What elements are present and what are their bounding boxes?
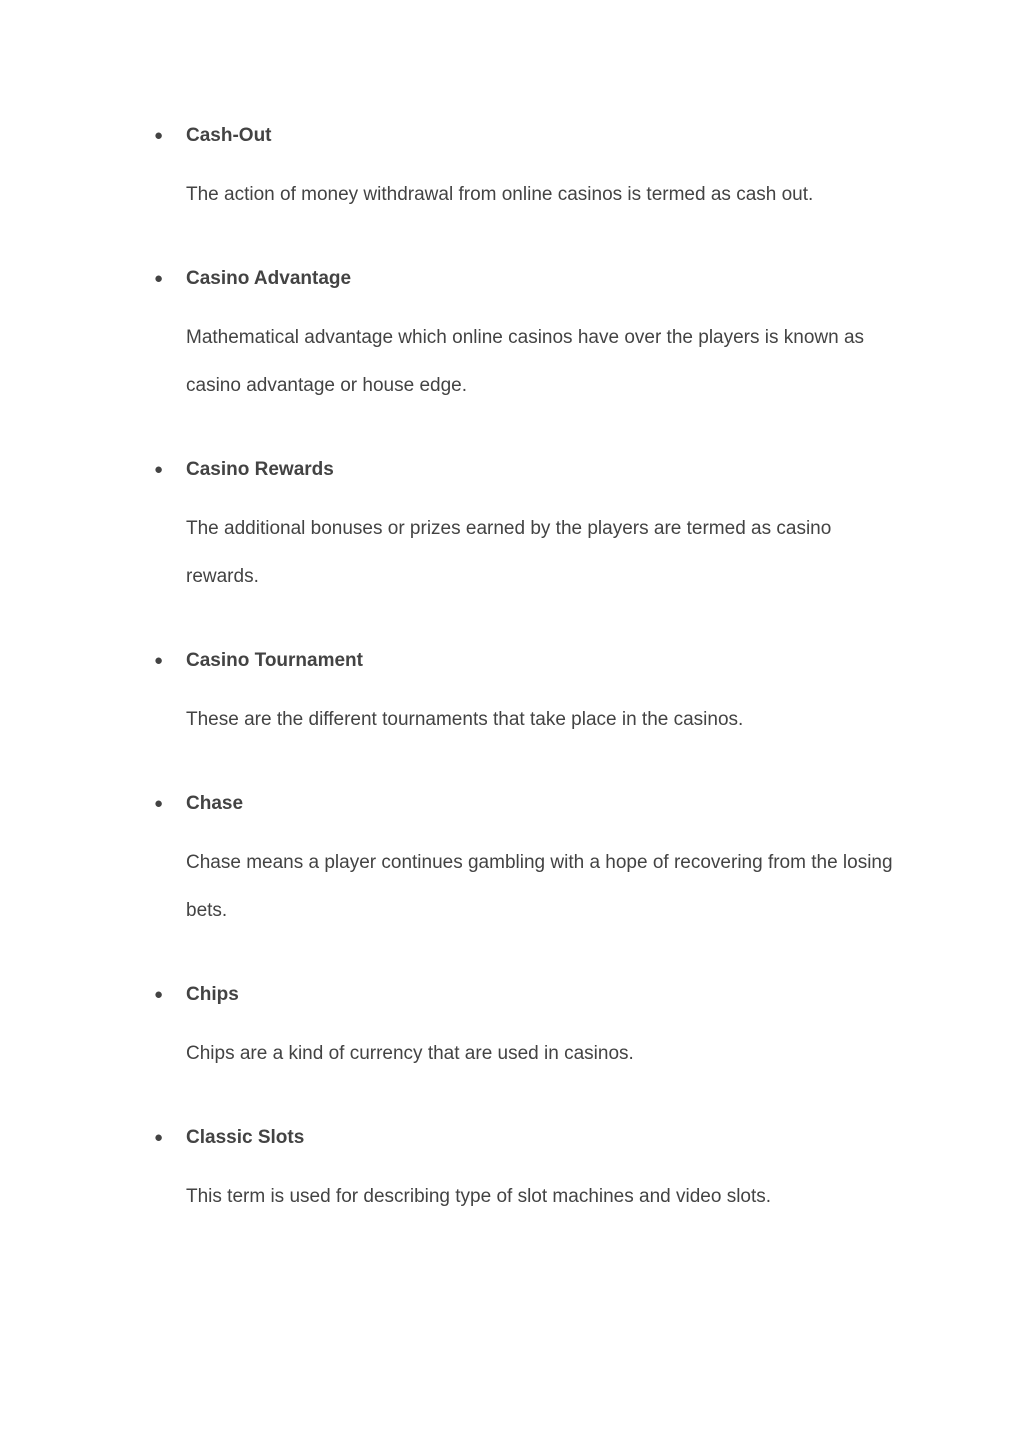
bullet-icon: ●: [154, 986, 164, 1003]
bullet-icon: ●: [154, 1129, 164, 1146]
term-definition: The action of money withdrawal from online casinos is termed as cash out.: [186, 184, 814, 205]
term-heading: Chase: [186, 793, 244, 814]
bullet-icon: ●: [154, 652, 164, 669]
glossary-entry-classic-slots: [150, 1125, 910, 1221]
bullet-icon: ●: [154, 795, 164, 812]
term-heading: Cash-Out: [186, 125, 272, 146]
glossary-entry-casino-rewards: [150, 457, 910, 601]
term-heading: Casino Tournament: [186, 650, 363, 671]
term-heading: Classic Slots: [186, 1127, 305, 1148]
glossary-entry-chips: [150, 982, 910, 1078]
term-heading: Chips: [186, 984, 239, 1005]
term-definition: These are the different tournaments that take place in the casinos.: [186, 709, 744, 730]
bullet-icon: ●: [154, 127, 164, 144]
bullet-icon: ●: [154, 270, 164, 287]
glossary-entry-cash-out: [150, 123, 910, 219]
term-definition: Mathematical advantage which online casinos have over the players is known as casino advantage or house edge.: [186, 327, 865, 396]
term-definition: Chips are a kind of currency that are used in casinos.: [186, 1043, 634, 1064]
glossary-entry-casino-advantage: [150, 266, 910, 410]
term-heading: Casino Advantage: [186, 268, 352, 289]
term-heading: Casino Rewards: [186, 459, 334, 480]
term-definition: The additional bonuses or prizes earned by the players are termed as casino rewards.: [186, 518, 832, 587]
term-definition: This term is used for describing type of slot machines and video slots.: [186, 1186, 772, 1207]
glossary-entry-casino-tournament: [150, 648, 910, 744]
bullet-icon: ●: [154, 461, 164, 478]
glossary-entry-chase: [150, 791, 910, 935]
term-definition: Chase means a player continues gambling with a hope of recovering from the losing bets.: [186, 852, 893, 921]
